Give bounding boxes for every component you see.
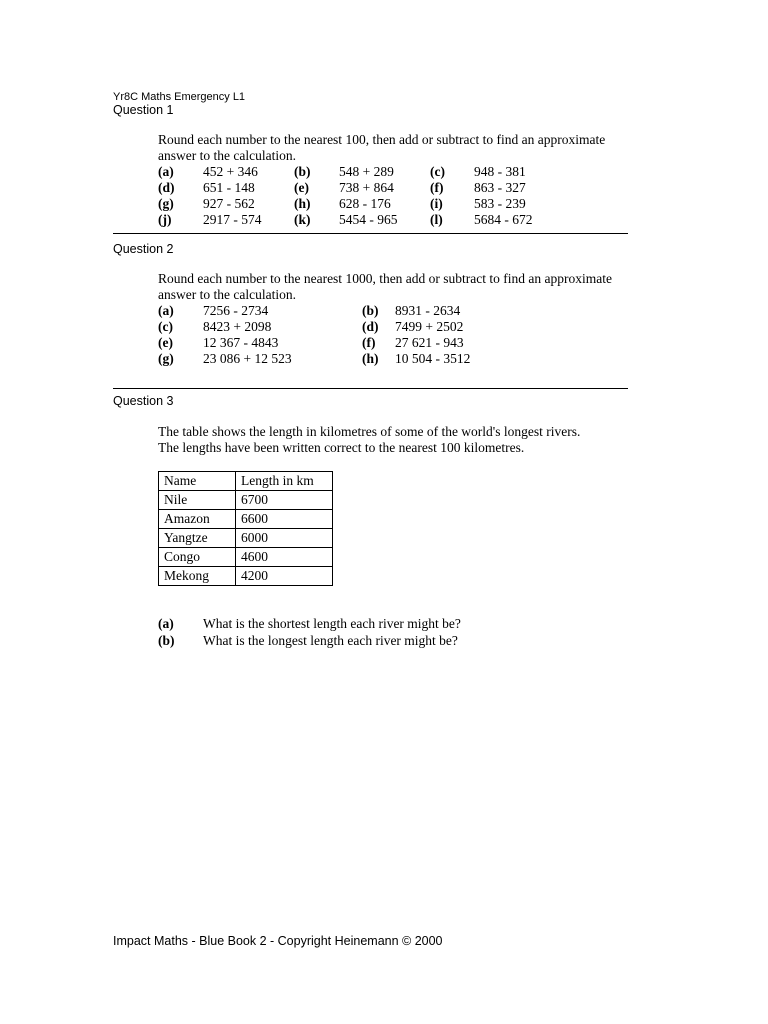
table-header-row bbox=[159, 472, 333, 491]
item-expression: 2917 - 574 bbox=[203, 212, 262, 227]
table-header-cell: Name bbox=[159, 472, 236, 491]
instruction-line: Round each number to the nearest 1000, then add or subtract to find an approximate bbox=[158, 271, 612, 286]
item-expression: 583 - 239 bbox=[474, 196, 526, 211]
item-expression: 12 367 - 4843 bbox=[203, 335, 279, 350]
item-expression: 948 - 381 bbox=[474, 164, 526, 179]
item-expression: 10 504 - 3512 bbox=[395, 351, 471, 366]
item-expression: 927 - 562 bbox=[203, 196, 255, 211]
question-2-heading: Question 2 bbox=[113, 242, 174, 256]
item-label: (g) bbox=[158, 196, 174, 211]
item-label: (g) bbox=[158, 351, 174, 366]
table-cell-name: Congo bbox=[159, 548, 236, 567]
table-cell-length: 6700 bbox=[236, 491, 333, 510]
section-divider bbox=[113, 233, 628, 234]
item-expression: 8931 - 2634 bbox=[395, 303, 461, 318]
table-header-cell: Length in km bbox=[236, 472, 333, 491]
item-expression: 27 621 - 943 bbox=[395, 335, 464, 350]
table-cell-name: Amazon bbox=[159, 510, 236, 529]
item-label: (e) bbox=[294, 180, 309, 195]
item-expression: 8423 + 2098 bbox=[203, 319, 272, 334]
item-label: (f) bbox=[362, 335, 376, 350]
item-label: (d) bbox=[362, 319, 379, 334]
item-label: (e) bbox=[158, 335, 173, 350]
item-label: (j) bbox=[158, 212, 172, 227]
table-cell-length: 6600 bbox=[236, 510, 333, 529]
item-expression: 548 + 289 bbox=[339, 164, 394, 179]
item-label: (a) bbox=[158, 303, 174, 318]
table-cell-length: 4600 bbox=[236, 548, 333, 567]
item-expression: 7499 + 2502 bbox=[395, 319, 464, 334]
intro-line: The table shows the length in kilometres of some of the world's longest rivers. bbox=[158, 424, 581, 439]
item-expression: 5454 - 965 bbox=[339, 212, 398, 227]
item-label: (h) bbox=[362, 351, 379, 366]
item-expression: 23 086 + 12 523 bbox=[203, 351, 292, 366]
item-expression: 452 + 346 bbox=[203, 164, 258, 179]
rivers-table bbox=[158, 471, 333, 586]
item-label: (b) bbox=[362, 303, 379, 318]
instruction-line: answer to the calculation. bbox=[158, 148, 296, 163]
table-cell-name: Nile bbox=[159, 491, 236, 510]
table-row bbox=[159, 491, 333, 510]
part-text: What is the shortest length each river might be? bbox=[203, 616, 461, 631]
item-label: (b) bbox=[294, 164, 311, 179]
item-label: (l) bbox=[430, 212, 443, 227]
item-expression: 863 - 327 bbox=[474, 180, 526, 195]
question-2-instruction bbox=[158, 271, 638, 303]
table-row bbox=[159, 510, 333, 529]
section-divider bbox=[113, 388, 628, 389]
part-label: (b) bbox=[158, 633, 175, 648]
footer-copyright: Impact Maths - Blue Book 2 - Copyright Heinemann © 2000 bbox=[113, 934, 443, 948]
item-label: (i) bbox=[430, 196, 443, 211]
table-cell-length: 6000 bbox=[236, 529, 333, 548]
question-1-instruction bbox=[158, 132, 638, 164]
question-3-intro bbox=[158, 424, 638, 456]
table-cell-name: Mekong bbox=[159, 567, 236, 586]
question-1-heading: Question 1 bbox=[113, 103, 174, 117]
instruction-line: Round each number to the nearest 100, then add or subtract to find an approximate bbox=[158, 132, 606, 147]
table-cell-name: Yangtze bbox=[159, 529, 236, 548]
item-label: (c) bbox=[158, 319, 173, 334]
item-label: (a) bbox=[158, 164, 174, 179]
item-label: (c) bbox=[430, 164, 445, 179]
item-label: (d) bbox=[158, 180, 175, 195]
instruction-line: answer to the calculation. bbox=[158, 287, 296, 302]
item-expression: 738 + 864 bbox=[339, 180, 394, 195]
item-expression: 7256 - 2734 bbox=[203, 303, 269, 318]
intro-line: The lengths have been written correct to the nearest 100 kilometres. bbox=[158, 440, 525, 455]
question-3-heading: Question 3 bbox=[113, 394, 174, 408]
table-row bbox=[159, 529, 333, 548]
item-expression: 5684 - 672 bbox=[474, 212, 533, 227]
item-label: (f) bbox=[430, 180, 444, 195]
part-label: (a) bbox=[158, 616, 174, 631]
table-row bbox=[159, 548, 333, 567]
item-expression: 628 - 176 bbox=[339, 196, 391, 211]
table-row bbox=[159, 567, 333, 586]
part-text: What is the longest length each river might be? bbox=[203, 633, 458, 648]
item-label: (k) bbox=[294, 212, 311, 227]
item-expression: 651 - 148 bbox=[203, 180, 255, 195]
item-label: (h) bbox=[294, 196, 311, 211]
table-cell-length: 4200 bbox=[236, 567, 333, 586]
document-title: Yr8C Maths Emergency L1 bbox=[113, 91, 246, 103]
